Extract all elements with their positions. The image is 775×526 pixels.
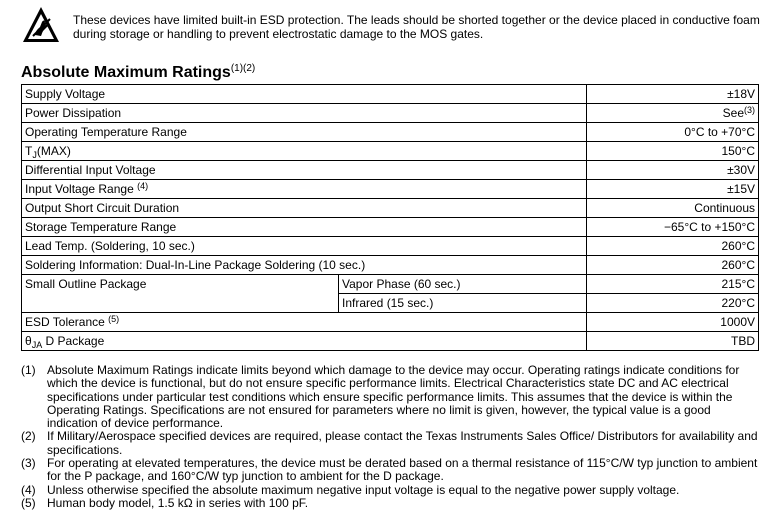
esd-notice <box>21 5 771 47</box>
table-row <box>22 275 759 294</box>
label-text: Input Voltage Range <box>25 182 134 196</box>
label-text: ESD Tolerance <box>25 315 105 329</box>
table-row <box>22 161 759 180</box>
row-value: ±30V <box>587 161 759 180</box>
footnote-ref: (4) <box>137 181 149 191</box>
symbol-rest: (MAX) <box>36 144 71 158</box>
footnote-number: (5) <box>21 495 36 510</box>
row-value: 1000V <box>587 313 759 332</box>
table-row <box>22 123 759 142</box>
row-value: Continuous <box>587 199 759 218</box>
row-value: 260°C <box>587 237 759 256</box>
row-label: Supply Voltage <box>22 85 587 104</box>
row-label <box>22 142 587 161</box>
row-value: ±15V <box>587 180 759 199</box>
subscript-j: J <box>32 150 37 160</box>
row-value: TBD <box>587 332 759 351</box>
esd-warning-icon <box>21 5 61 45</box>
row-value <box>587 104 759 123</box>
footnote-number: (4) <box>21 482 36 497</box>
footnote <box>21 430 761 457</box>
table-row <box>22 180 759 199</box>
row-value: ±18V <box>587 85 759 104</box>
symbol-theta: θ <box>25 334 32 348</box>
row-label: Operating Temperature Range <box>22 123 587 142</box>
esd-notice-text: These devices have limited built-in ESD protection. The leads should be shorted together or the device placed in conductive foam during storage or handling to prevent electrostatic damage to the MOS gates. <box>73 13 760 41</box>
footnote-text: Absolute Maximum Ratings indicate limits beyond which damage to the device may occur. Operating ratings indicate conditions for which the device is functional, but do not ensure specific performance limits. Electrical Characteristics state DC and AC electrical specifications under particular test conditions which ensure specific performance limits. This assumes that the device is within the Operating Ratings. Specifications are not ensured for parameters where no limit is given, however, the typical value is a good indication of device performance. <box>47 363 740 431</box>
footnote <box>21 457 761 484</box>
table-row <box>22 256 759 275</box>
row-value: 260°C <box>587 256 759 275</box>
row-value: −65°C to +150°C <box>587 218 759 237</box>
row-label <box>22 332 587 351</box>
row-label: Lead Temp. (Soldering, 10 sec.) <box>22 237 587 256</box>
symbol-rest: D Package <box>42 334 105 348</box>
footnote <box>21 497 761 510</box>
table-row <box>22 332 759 351</box>
row-value: 220°C <box>587 294 759 313</box>
footnotes <box>21 364 761 510</box>
sub-label: Infrared (15 sec.) <box>339 294 587 313</box>
row-label: Output Short Circuit Duration <box>22 199 587 218</box>
row-label: Soldering Information: Dual-In-Line Package Soldering (10 sec.) <box>22 256 587 275</box>
footnote-text: Human body model, 1.5 kΩ in series with 100 pF. <box>47 495 309 510</box>
table-row <box>22 218 759 237</box>
row-label <box>22 313 587 332</box>
subscript-ja: JA <box>31 340 43 350</box>
footnote-text: Unless otherwise specified the absolute maximum negative input voltage is equal to the negative power supply voltage. <box>47 482 680 497</box>
footnote <box>21 484 761 497</box>
footnote-ref: (3) <box>744 105 755 115</box>
row-value: 150°C <box>587 142 759 161</box>
footnote-ref: (5) <box>108 314 120 324</box>
footnote-number: (1) <box>21 363 36 377</box>
table-row <box>22 142 759 161</box>
section-title-refs: (1)(2) <box>230 63 256 74</box>
row-label: Storage Temperature Range <box>22 218 587 237</box>
symbol-t: T <box>25 144 33 158</box>
footnote-number: (2) <box>21 429 36 444</box>
footnote-text: For operating at elevated temperatures, the device must be derated based on a thermal resistance of 115°C/W typ junction to ambient for the P package, and 160°C/W typ junction to ambient for the D package. <box>47 456 758 484</box>
row-label: Differential Input Voltage <box>22 161 587 180</box>
row-value: 0°C to +70°C <box>587 123 759 142</box>
footnote-number: (3) <box>21 456 36 471</box>
table-row <box>22 313 759 332</box>
row-label: Small Outline Package <box>22 275 339 313</box>
row-label: Power Dissipation <box>22 104 587 123</box>
footnote <box>21 364 761 430</box>
row-value: 215°C <box>587 275 759 294</box>
table-row <box>22 237 759 256</box>
sub-label: Vapor Phase (60 sec.) <box>339 275 587 294</box>
table-row <box>22 104 759 123</box>
row-label <box>22 180 587 199</box>
footnote-text: If Military/Aerospace specified devices are required, please contact the Texas Instruments Sales Office/ Distributors for availability and specifications. <box>47 429 758 457</box>
section-heading <box>21 63 255 82</box>
table-row <box>22 85 759 104</box>
value-text: See <box>722 106 744 120</box>
absolute-maximum-ratings-table <box>21 84 759 351</box>
section-title: Absolute Maximum Ratings <box>21 64 231 81</box>
table-row <box>22 199 759 218</box>
